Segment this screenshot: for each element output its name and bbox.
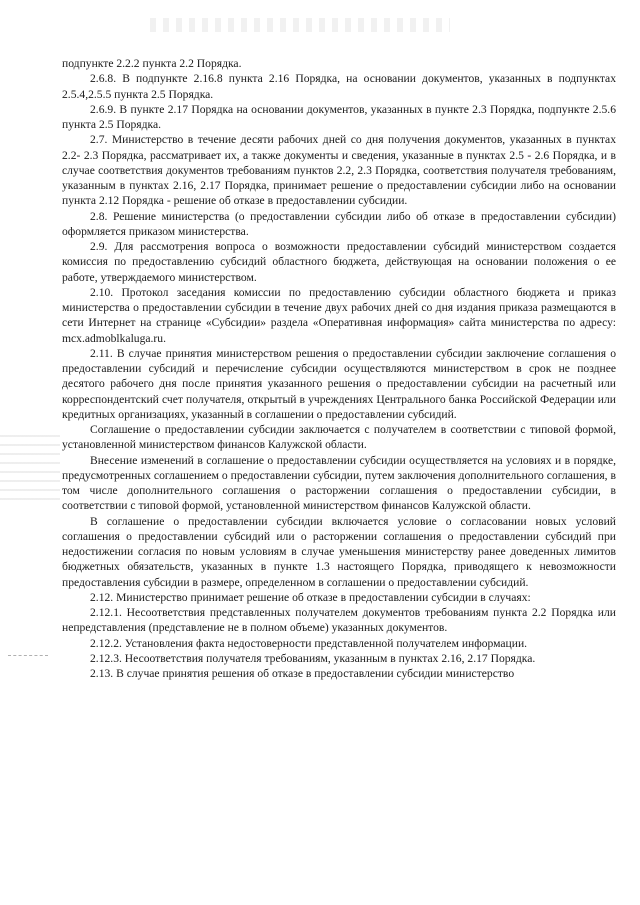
paragraph: 2.12.1. Несоответствия представленных получателем документов требованиям пункта 2.2 Порядка или непредставления (представление не в полном объеме) указанных документов.	[62, 606, 616, 635]
paragraph: Соглашение о предоставлении субсидии заключается с получателем в соответствии с типовой формой, установленной министерством финансов Калужской области.	[62, 423, 616, 452]
paragraph: 2.8. Решение министерства (о предоставлении субсидии либо об отказе в предоставлении субсидии) оформляется приказом министерства.	[62, 209, 616, 238]
scan-artifact	[0, 430, 60, 500]
scan-artifact	[8, 655, 48, 696]
scan-artifact	[150, 18, 450, 32]
paragraph: 2.11. В случае принятия министерством решения о предоставлении субсидии заключение соглашения о предоставлении субсидий и перечисление субсидии осуществляются министерством в срок не позднее десятого рабочего дня после принятия указанного решения о предоставлении субсидии на расчетный или корреспондентский счет получателя, открытый в учреждениях Центрального банка Российской Федерации или кредитных организациях, указанный в соглашении о предоставлении субсидий.	[62, 346, 616, 421]
paragraph: 2.10. Протокол заседания комиссии по предоставлению субсидии областного бюджета и приказ министерства о предоставлении субсидии в течение двух рабочих дней со дня издания приказа размещаются в сети Интернет на странице «Субсидии» раздела «Оперативная информация» сайта министерства по адресу: mcx.admoblkaluga.ru.	[62, 285, 616, 345]
paragraph: подпункте 2.2.2 пункта 2.2 Порядка.	[62, 57, 242, 70]
paragraph: В соглашение о предоставлении субсидии включается условие о согласовании новых условий соглашения о предоставлении субсидий или о расторжении соглашения о предоставлении субсидий при недостижении согласия по новым условиям в случае уменьшения министерству ранее доведенных лимитов бюджетных обязательств, указанных в пункте 1.3 настоящего Порядка, приводящего к невозможности предоставления субсидии в размере, определенном в соглашении о предоставлении субсидий.	[62, 514, 616, 589]
paragraph: 2.9. Для рассмотрения вопроса о возможности предоставлении субсидий министерством создается комиссия по предоставлению субсидий областного бюджета, действующая на основании положения о ее работе, утверждаемого министерством.	[62, 240, 616, 284]
paragraph: 2.13. В случае принятия решения об отказе в предоставлении субсидии министерство	[90, 667, 515, 680]
paragraph: 2.6.9. В пункте 2.17 Порядка на основании документов, указанных в пункте 2.3 Порядка, подпункте 2.5.6 пункта 2.5 Порядка.	[62, 102, 616, 131]
paragraph: Внесение изменений в соглашение о предоставлении субсидии осуществляется на условиях и в порядке, предусмотренных соглашением о предоставлении субсидии, путем заключения дополнительного соглашения, в том числе дополнительного соглашения о расторжении соглашения о предоставлении субсидии, в соответствии с типовой формой, установленной министерством финансов Калужской области.	[62, 453, 616, 513]
paragraph: 2.12.2. Установления факта недостоверности представленной получателем информации.	[90, 636, 528, 650]
document-body	[62, 56, 616, 681]
paragraph: 2.7. Министерство в течение десяти рабочих дней со дня получения документов, указанных в пунктах 2.2- 2.3 Порядка, рассматривает их, а также документы и сведения, указанные в пунктах 2.5 - 2.6 Порядка, и в случае соответствия документов требованиям пунктов 2.2, 2.3 Порядка, соответствия получателя требованиям, указанным в пунктах 2.16, 2.17 Порядка, принимает решение о предоставлении субсидии либо на основании пункта 2.12 Порядка - решение об отказе в предоставлении субсидии.	[62, 133, 616, 208]
paragraph: 2.12.3. Несоответствия получателя требованиям, указанным в пунктах 2.16, 2.17 Порядка.	[90, 651, 536, 665]
paragraph: 2.12. Министерство принимает решение об отказе в предоставлении субсидии в случаях:	[90, 590, 531, 604]
paragraph: 2.6.8. В подпункте 2.16.8 пункта 2.16 Порядка, на основании документов, указанных в подпунктах 2.5.4,2.5.5 пункта 2.5 Порядка.	[62, 72, 616, 101]
